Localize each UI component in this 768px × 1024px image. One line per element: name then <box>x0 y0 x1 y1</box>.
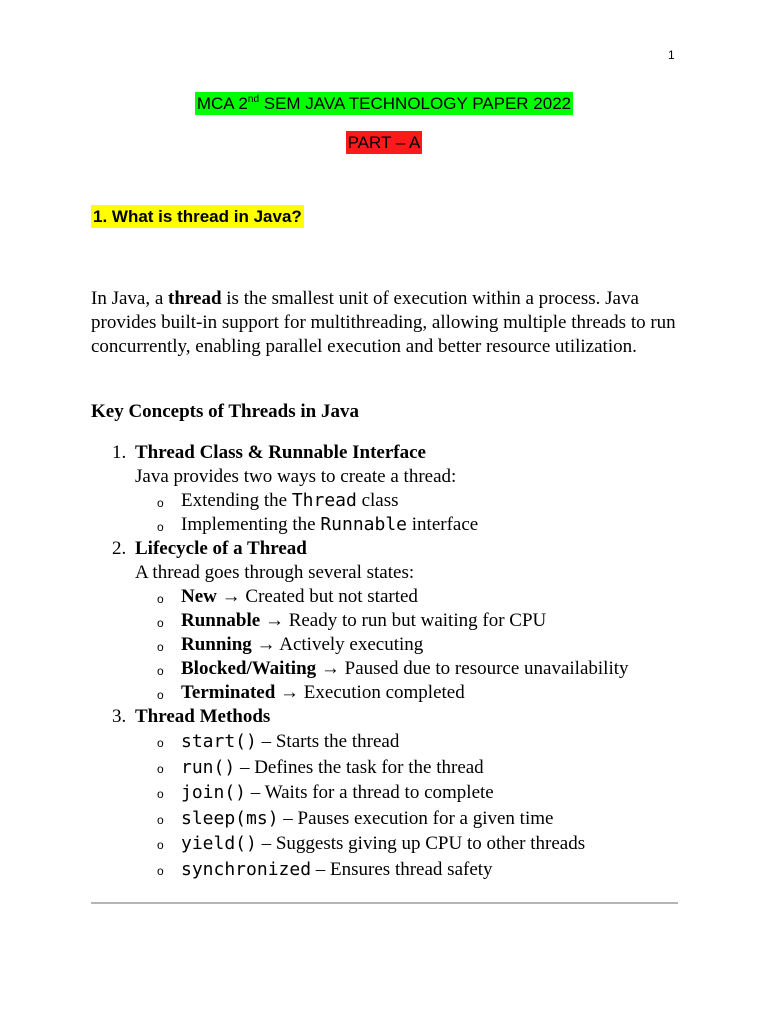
code-term: Thread <box>291 490 357 511</box>
title-highlight <box>195 92 573 115</box>
part-heading <box>0 133 768 153</box>
concept-item <box>91 705 691 883</box>
method-code: start() <box>181 731 257 752</box>
sub-list-item <box>135 681 691 705</box>
bullet-icon: o <box>157 863 164 878</box>
state-term: Blocked/Waiting <box>181 658 317 679</box>
method-code: run() <box>181 756 236 778</box>
bullet-icon: o <box>157 640 164 654</box>
method-text: – Pauses execution for a given time <box>278 807 554 829</box>
item-text: → Ready to run but waiting for CPU <box>260 610 547 631</box>
sub-list-item <box>135 585 691 609</box>
horizontal-divider <box>91 902 678 904</box>
bullet-icon: o <box>157 838 164 853</box>
methods-list <box>135 729 691 883</box>
method-item <box>135 806 691 832</box>
item-text: → Created but not started <box>216 586 418 607</box>
item-text: Implementing the <box>181 514 321 535</box>
code-term: Runnable <box>320 514 408 535</box>
sub-list <box>135 585 691 705</box>
item-title: Thread Class & Runnable Interface <box>135 442 426 463</box>
method-item <box>135 755 691 781</box>
sub-list-item <box>135 609 691 633</box>
item-title: Thread Methods <box>135 706 271 727</box>
method-item <box>135 729 691 755</box>
sub-list-item <box>135 633 691 657</box>
bullet-icon: o <box>157 496 164 510</box>
title-superscript: nd <box>247 94 260 105</box>
method-code: synchronized <box>181 858 312 880</box>
method-item <box>135 780 691 806</box>
method-code: yield() <box>181 833 257 855</box>
part-label: PART – A <box>347 133 421 152</box>
method-item <box>135 857 691 883</box>
intro-paragraph <box>91 287 691 359</box>
method-text: – Defines the task for the thread <box>235 756 484 778</box>
bullet-icon: o <box>157 664 164 678</box>
state-term: Running <box>181 634 252 655</box>
method-text: – Suggests giving up CPU to other threads <box>256 833 586 855</box>
method-code: join() <box>181 782 247 804</box>
bullet-icon: o <box>157 761 164 776</box>
question-text: 1. What is thread in Java? <box>93 207 302 226</box>
item-text: class <box>356 490 399 511</box>
sub-list-item <box>135 657 691 681</box>
bullet-icon: o <box>157 812 164 827</box>
item-text: → Execution completed <box>275 682 465 703</box>
item-title: Lifecycle of a Thread <box>135 538 307 559</box>
method-text: – Ensures thread safety <box>311 858 493 880</box>
bullet-icon: o <box>157 736 164 750</box>
title-suffix: SEM JAVA TECHNOLOGY PAPER 2022 <box>259 94 572 113</box>
item-description: Java provides two ways to create a thread: <box>135 466 457 487</box>
item-number: 3. <box>112 706 127 727</box>
sub-list-item <box>135 513 691 537</box>
item-number: 1. <box>112 442 127 463</box>
method-code: sleep(ms) <box>181 807 279 829</box>
title-prefix: MCA 2 <box>196 94 248 113</box>
method-text: – Waits for a thread to complete <box>246 782 494 804</box>
item-text: → Actively executing <box>251 634 424 655</box>
page-number: 1 <box>668 48 675 62</box>
item-text: → Paused due to resource unavailability <box>316 658 629 679</box>
item-description: A thread goes through several states: <box>135 562 415 583</box>
sub-list <box>135 489 691 537</box>
bullet-icon: o <box>157 520 164 534</box>
intro-bold: thread <box>168 288 222 309</box>
bullet-icon: o <box>157 616 164 630</box>
paper-title <box>0 94 768 114</box>
bullet-icon: o <box>157 787 164 802</box>
bullet-icon: o <box>157 592 164 606</box>
concept-item <box>91 537 691 705</box>
item-number: 2. <box>112 538 127 559</box>
item-text: Extending the <box>181 490 292 511</box>
method-item <box>135 831 691 857</box>
state-term: Terminated <box>181 682 276 703</box>
sub-list-item <box>135 489 691 513</box>
key-concepts-heading: Key Concepts of Threads in Java <box>91 401 359 422</box>
bullet-icon: o <box>157 688 164 702</box>
concepts-list <box>91 441 691 883</box>
state-term: Runnable <box>181 610 261 631</box>
intro-after: is the smallest unit of execution within a process. Java provides built-in support for multithreading, allowing multiple threads to run concurrently, enabling parallel execution and better resource utilization. <box>91 288 676 357</box>
item-text: interface <box>407 514 479 535</box>
state-term: New <box>181 586 217 607</box>
intro-before: In Java, a <box>91 288 169 309</box>
method-text: – Starts the thread <box>256 731 400 752</box>
question-heading <box>91 207 304 227</box>
concept-item <box>91 441 691 537</box>
